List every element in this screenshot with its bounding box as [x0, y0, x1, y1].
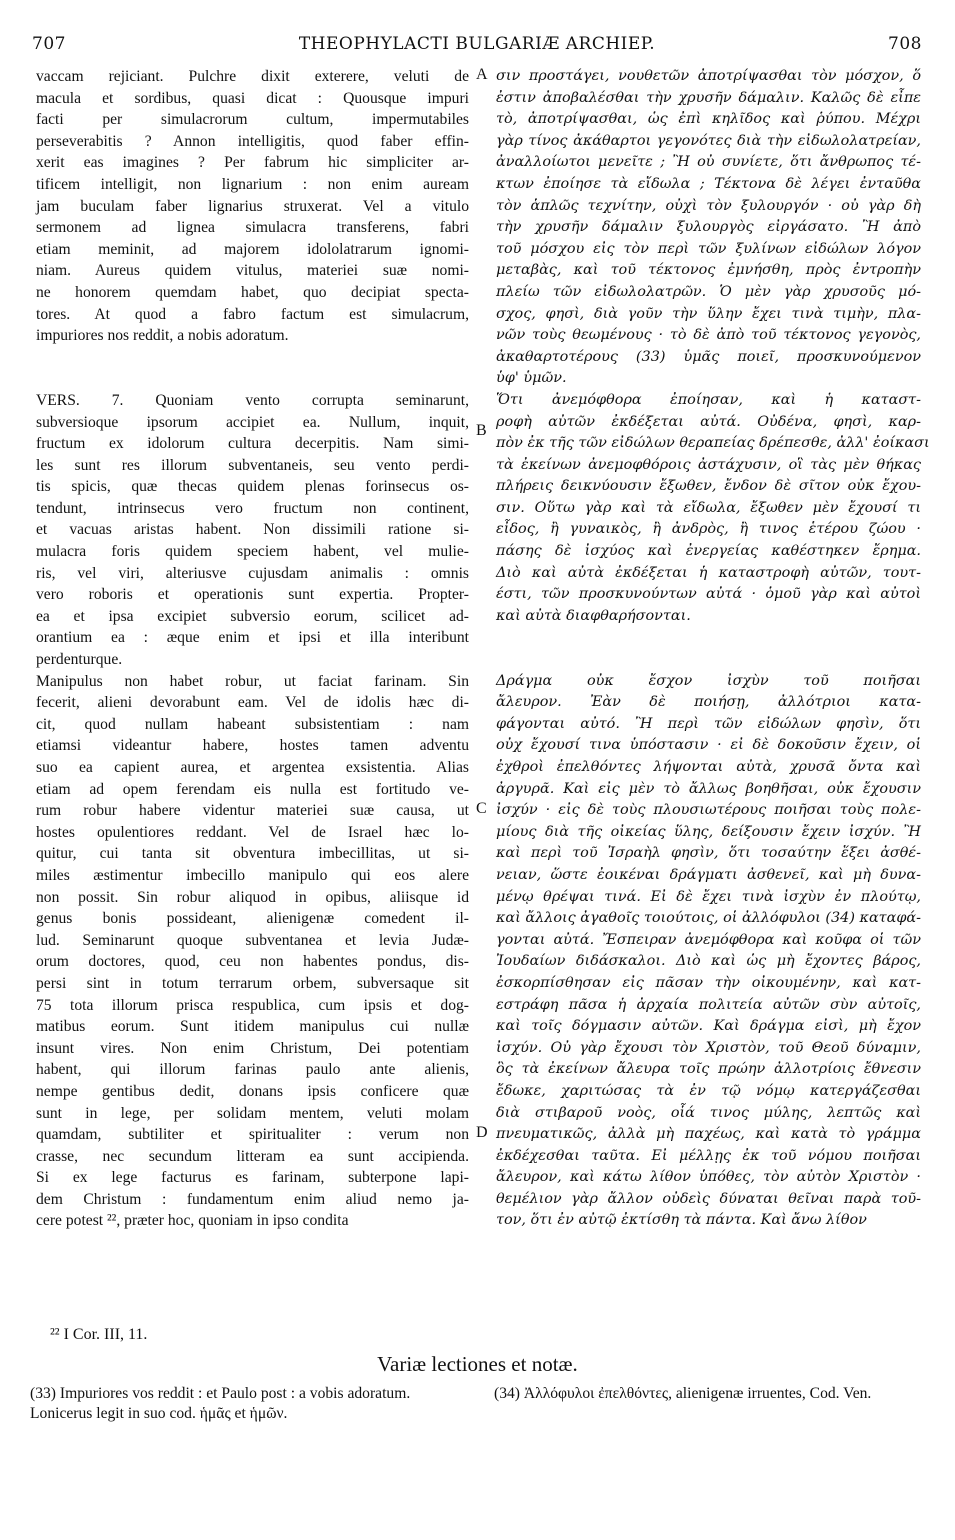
latin-text-line: jam buculam faber lignarius struxerat. Vel a vitulo	[36, 197, 469, 215]
latin-text-line: etiamsi videantur habere, hostes tamen adventu	[36, 737, 469, 755]
latin-text-line: suo ea capient aurea, et argentea exsistentia. Alias	[36, 759, 469, 776]
greek-text-line: γὰρ τίνος ἀκάθαρτοι γεγονότες διὰ τὴν εἰδωλολατρείαν,	[496, 132, 921, 149]
latin-text-line: hostes opulentiores reddant. Vel de Israel hæc lo-	[36, 823, 469, 841]
latin-text-line: xerit eas imagines ? Per fabrum hic simpliciter ar-	[36, 154, 469, 172]
latin-text-line: les sunt res illorum subventaneis, seu vento perdi-	[36, 456, 469, 474]
latin-text-line: cit, quod nullam habeant subsistentiam : nam	[36, 715, 469, 733]
greek-text-line: ἄλευρον. Ἐὰν δὲ ποιήσῃ, ἀλλότριοι κατα-	[496, 694, 921, 711]
latin-text-line: VERS. 7. Quoniam vento corrupta seminarunt,	[36, 391, 469, 409]
latin-text-line: tis spicis, quæ thecas quidem plenas forinsecus os-	[36, 478, 469, 496]
note-34: (34) Ἀλλόφυλοι ἐπελθόντες, alienigenæ irruentes, Cod. Ven.	[494, 1385, 872, 1402]
latin-text-line: macula et sordibus, quasi dicat : Quousque impuri	[36, 89, 469, 107]
greek-text-line: σιν. Οὕτω γὰρ καὶ τὰ εἴδωλα, ἔξωθεν μὲν ἔχουσί τι	[496, 499, 921, 516]
latin-text-line: sermonem ad lignea simulacra transferens, fabri	[36, 219, 469, 237]
latin-text-line: matibus eorum. Sunt itidem manipulus cui nullæ	[36, 1018, 469, 1036]
running-title: THEOPHYLACTI BULGARIÆ ARCHIEP.	[298, 34, 656, 54]
greek-text-line: εἶδος, ἢ γυναικὸς, ἢ ἀνδρὸς, ἢ τινος ἑτέρου ζώου ·	[496, 521, 921, 538]
greek-column	[496, 66, 930, 1232]
greek-text-line	[496, 649, 921, 671]
greek-text-line: πάσης δὲ ἰσχύος καὶ ἐνεργείας καθέστηκεν ἔρημα.	[496, 543, 921, 560]
greek-text-line: γονται αὐτά. Ἔσπειραν ἀνεμόφθορα καὶ κοῦφα οἱ τῶν	[496, 931, 921, 948]
greek-text-line: τὰ ἐκείνων ἀνεμοφθόροις ἀστάχυσιν, οἳ τὰς μὲν θήκας	[496, 456, 921, 473]
notes-title: Variæ lectiones et notæ.	[377, 1352, 578, 1376]
greek-text-line: ὃς τὰ ἐκείνων ἄλευρα τοῖς πρώην ἀλλοτρίοις ἔθνεσιν	[496, 1061, 921, 1078]
greek-text-line: θεμέλιον γὰρ ἄλλον οὐδεὶς δύναται θεῖναι παρὰ τοῦ-	[496, 1190, 921, 1207]
greek-text-line: ἀργυρᾶ. Καὶ εἰς μὲν τὸ ἄλλως βοηθῆσαι, οὐκ ἔχουσιν	[496, 780, 921, 797]
latin-text-line: subversioque ipsorum accipiet ea. Nullum, inquit,	[36, 413, 469, 431]
greek-text-line: μεταβὰς, καὶ τοῦ τέκτονος ἐμνήσθη, πρὸς ἐντροπὴν	[496, 262, 921, 279]
greek-text-line: εστράφη πᾶσα ἡ ἀρχαία πολιτεία αὐτῶν σὺν αὐτοῖς,	[496, 996, 921, 1013]
latin-text-line: insunt vires. Non enim Christum, Dei potentiam	[36, 1039, 469, 1057]
latin-text-line: 75 tota illorum prisca respublica, cum ipsis et dog-	[36, 996, 469, 1014]
greek-text-line: ἄλευρον, καὶ κάτω λίθον ὑπόθες, τὸν αὐτὸν Χριστὸν ·	[496, 1169, 921, 1186]
greek-text-line: ἐχθροὶ ἐπελθόντες λήψονται αὐτὰ, χρυσᾶ ὄντα καὶ	[496, 759, 921, 775]
page-number-right: 708	[888, 34, 922, 54]
latin-text-line: fecerit, alieni devorabunt eam. Vel de idolis hæc di-	[36, 694, 469, 712]
latin-text-line: genus bonis possideant, alienigenæ comedent il-	[36, 910, 469, 928]
latin-text-line: etiam meminit, ad majorem idololatrarum ignomi-	[36, 240, 469, 258]
greek-text-line: ροφὴ αὐτῶν ἐκδέξεται αὐτά. Οὐδένα, φησὶ, καρ-	[496, 413, 921, 430]
greek-text-line: πνευματικῶς, ἀλλὰ μὴ παχέως, καὶ κατὰ τὸ γράμμα	[496, 1126, 921, 1143]
latin-text-line: miles æstimentur imbecillo manipulo qui eos alere	[36, 866, 469, 884]
latin-text-line: nempe gentibus dedit, donans ipsis conficere quæ	[36, 1082, 469, 1100]
margin-marker-c: C	[476, 800, 487, 817]
margin-marker-a: A	[476, 66, 488, 83]
latin-text-line: quitur, cui tanta sit obventura imbecillitas, ut si-	[36, 845, 469, 863]
margin-marker-b: B	[476, 422, 487, 439]
greek-text-line: τοῦ μόσχου εἰς τὸν περὶ τῶν ξυλίνων εἰδώλων λόγον	[496, 240, 921, 257]
greek-text-line: σιν προστάγει, νουθετῶν ἀποτρίψασθαι τὸν μόσχον, ὅ	[496, 68, 921, 84]
greek-text-line: Ἰουδαίων διδάσκαλοι. Διὸ καὶ ὡς μὴ ἔχοντες βάρος,	[496, 953, 921, 970]
greek-text-line: ἐκδέχεσθαι ταῦτα. Εἰ μέλλῃς ἐκ τοῦ νόμου ποιῆσαι	[496, 1147, 921, 1164]
latin-text-line: sunt in lege, per solidam mentem, veluti molam	[36, 1104, 469, 1122]
greek-text-line: ἐστιν ἀποβαλέσθαι τὴν χρυσῆν δάμαλιν. Καλῶς δὲ εἶπε	[496, 89, 921, 106]
latin-text-line: lud. Seminarunt quoque subventanea et levia Judæ-	[36, 931, 469, 949]
greek-text-line: ἔδωκε, χαριτώσας τὰ ἐν τῷ νόμῳ κατεργάζεσθαι	[496, 1082, 921, 1099]
greek-text-line: φάγονται αὐτό. Ἢ περὶ τῶν εἰδώλων φησὶν, ὅτι	[496, 715, 921, 732]
greek-text-line: τον, ὅτι ἐν αὐτῷ ἐκτίσθη τὰ πάντα. Καὶ ἄνω λίθον	[496, 1212, 867, 1229]
greek-text-line: Διὸ καὶ αὐτὰ ἐκδέξεται ἡ καταστροφὴ αὐτῶν, τουτ-	[496, 564, 921, 581]
latin-text-line: perdenturque.	[36, 651, 123, 669]
latin-text-line: cere potest ²², præter hoc, quoniam in ipso condita	[36, 1212, 349, 1230]
greek-text-line: ὑφ' ὑμῶν.	[496, 370, 567, 387]
latin-text-line: dem Christum : fundamentum enim aliud nemo ja-	[36, 1190, 469, 1208]
latin-text-line: vaccam rejiciant. Pulchre dixit exterere, veluti de	[36, 68, 469, 85]
latin-text-line: non possit. Sin robur aliquod in opibus, aliisque id	[36, 888, 469, 906]
latin-text-line: facti per simulacrorum cultum, impermutabiles	[36, 111, 469, 129]
latin-text-line: quamdam, subtiliter et spiritualiter : verum non	[36, 1126, 469, 1144]
greek-text-line: καὶ αὐτὰ διαφθαρήσονται.	[496, 607, 691, 624]
page-number-left: 707	[32, 34, 66, 54]
footnote-reference: ²² I Cor. III, 11.	[50, 1326, 148, 1343]
greek-text-line: Ὅτι ἀνεμόφθορα ἐποίησαν, καὶ ἡ καταστ-	[496, 391, 921, 408]
greek-text-line: σχος, φησὶ, διὰ γοῦν τὴν ὕλην ἔχει τινὰ τιμὴν, πλα-	[496, 305, 921, 322]
latin-text-line: mulacra foris quidem speciem habent, vel mulie-	[36, 543, 469, 561]
greek-text-line: διὰ στιβαροῦ νοὸς, οἷά τινος μύλης, λεπτῶς καὶ	[496, 1104, 921, 1121]
greek-text-line: ἰσχύν · εἰς δὲ τοὺς πλουσιωτέρους ποιῆσαι τοὺς πολε-	[496, 802, 921, 819]
latin-text-line: vero roboris et operationis sunt expertia. Propter-	[36, 586, 469, 604]
greek-text-line: νῶν τοὺς θεωμένους · τὸ δὲ ἀπὸ τοῦ τέκτονος γεγονὸς,	[496, 327, 921, 344]
greek-text-line: ἐσκορπίσθησαν εἰς πᾶσαν τὴν οἰκουμένην, καὶ κατ-	[496, 974, 921, 991]
greek-text-line: πλείω τῶν εἰδωλολατρῶν. Ὁ μὲν γὰρ χρυσοῦς μό-	[496, 283, 921, 300]
latin-column	[36, 66, 469, 1232]
latin-text-line: niam. Aureus quidem vitulus, materiei suæ nomi-	[36, 262, 469, 280]
latin-text-line: orantium ea : æque enim et ipsi et illa interibunt	[36, 629, 469, 647]
latin-text-line: orum doctores, quod, ceu non habentes pondus, dis-	[36, 953, 469, 971]
latin-text-line	[36, 368, 469, 390]
note-33: (33) Impuriores vos reddit : et Paulo post : a vobis adoratum. Lonicerus legit in suo cod. ἡμᾶς et ἡμῶν.	[30, 1385, 411, 1422]
greek-text-line: καὶ ἄλλοις ἀγαθοῖς τοιούτοις, οἱ ἀλλόφυλοι (34) καταφά-	[496, 910, 922, 927]
latin-text-line: tendunt, intrinsecus vero fructum non continent,	[36, 499, 469, 517]
greek-text-line: νειαν, ὥστε ἐοικέναι δράγματι ἀσθενεῖ, καὶ μὴ δυνα-	[496, 866, 921, 883]
latin-text-line: etiam ad opem ferendam eis nulla est fortitudo ve-	[36, 780, 469, 798]
latin-text-line: habent, qui illorum farinas paulo ante alienis,	[36, 1061, 469, 1079]
greek-text-line: τὴν χρυσῆν δάμαλιν ξυλουργὸς εἰργάσατο. Ἢ ἀπὸ	[496, 219, 921, 236]
greek-text-line: μίους διὰ τῆς οἰκείας ὕλης, δείξουσιν ἔχειν ἰσχύν. Ἢ	[496, 823, 921, 840]
latin-text-line: rum robur habere videntur materiei suæ causa, ut	[36, 802, 469, 820]
greek-text-line: καὶ τοῖς δόγμασιν αὐτῶν. Καὶ δράγμα εἰσὶ, μὴ ἔχον	[496, 1018, 921, 1035]
greek-text-line	[496, 627, 921, 649]
greek-text-line: Δράγμα οὐκ ἔσχον ἰσχὺν τοῦ ποιῆσαι	[496, 672, 921, 689]
greek-text-line: κτων ἐποίησε τὰ εἴδωλα ; Τέκτονα δὲ λέγει ἐνταῦθα	[496, 175, 921, 192]
greek-text-line: μένῳ θρέψαι τινά. Εἰ δὲ ἔχει τινὰ ἰσχὺν ἐν πλούτῳ,	[496, 888, 921, 905]
greek-text-line: πὸν ἐκ τῆς τῶν εἰδώλων θεραπείας δρέπεσθε, ἀλλ' ἐοίκασι	[496, 435, 930, 452]
latin-text-line: ne honorem quemdam habet, quo decipiat specta-	[36, 283, 469, 301]
latin-text-line: Si ex lege facturus es farinam, subterpone lapi-	[36, 1169, 469, 1187]
latin-text-line: tificem intelligit, non lignarium : non enim auream	[36, 175, 469, 193]
greek-text-line: πλήρεις δεικνύουσιν ἔξωθεν, ἔνδον δὲ σῖτον οὐκ ἔχου-	[496, 478, 921, 495]
greek-text-line: οὐχ ἔχουσί τινα ὑπόστασιν · εἰ δὲ δοκοῦσιν ἔχειν, οἱ	[496, 737, 921, 754]
latin-text-line: perseverabitis ? Annon intelligitis, quod faber effin-	[36, 132, 469, 150]
greek-text-line: ἀναλλοίωτοι μενεῖτε ; Ἢ οὐ συνίετε, ὅτι ἄνθρωπος τέ-	[496, 154, 921, 171]
greek-text-line: έστι, τῶν προσκυνούντων αὐτά · ὁμοῦ γὰρ καὶ αὐτοὶ	[496, 586, 921, 603]
latin-text-line: crasse, nec secundum litteram ea sunt accipienda.	[36, 1147, 469, 1165]
greek-text-line: καὶ περὶ τοῦ Ἰσραὴλ φησὶν, ὅτι τοσαύτην ἕξει ἀσθέ-	[496, 845, 921, 862]
latin-text-line: Manipulus non habet robur, ut faciat farinam. Sin	[36, 672, 469, 690]
margin-marker-d: D	[476, 1124, 488, 1141]
greek-text-line: ἀκαθαρτοτέρους (33) ὑμᾶς ποιεῖ, προσκυνούμενον	[496, 348, 921, 365]
latin-text-line: fructum ex idolorum cultura decerpitis. Nam simi-	[36, 435, 469, 453]
latin-text-line	[36, 347, 469, 369]
greek-text-line: ἰσχύν. Οὐ γὰρ ἔχουσι τὸν Χριστὸν, τοῦ Θεοῦ δύναμιν,	[496, 1039, 921, 1056]
latin-text-line: ea et ipsa excipiet subversio eorum, scilicet ad-	[36, 607, 469, 625]
greek-text-line: τὸ, ἀποτρίψασθαι, ὡς ἐπὶ κηλῖδος καὶ ῥύπου. Μέχρι	[496, 111, 921, 128]
latin-text-line: persi sint in totum terrarum orbem, subversaque sit	[36, 974, 469, 992]
latin-text-line: et vacuas aristas habent. Non dissimili ratione si-	[36, 521, 469, 539]
latin-text-line: impuriores nos reddit, a nobis adoratum.	[36, 327, 289, 345]
latin-text-line: tores. At quod a fabro factum est simulacrum,	[36, 305, 469, 323]
greek-text-line: τὸν ἁπλῶς τεχνίτην, οὐχὶ τὸν ξυλουργόν · οὐ γὰρ δὴ	[496, 197, 921, 214]
latin-text-line: ris, vel viri, alteriusve cujusdam animalis : omnis	[36, 564, 469, 582]
page-header	[32, 34, 922, 60]
